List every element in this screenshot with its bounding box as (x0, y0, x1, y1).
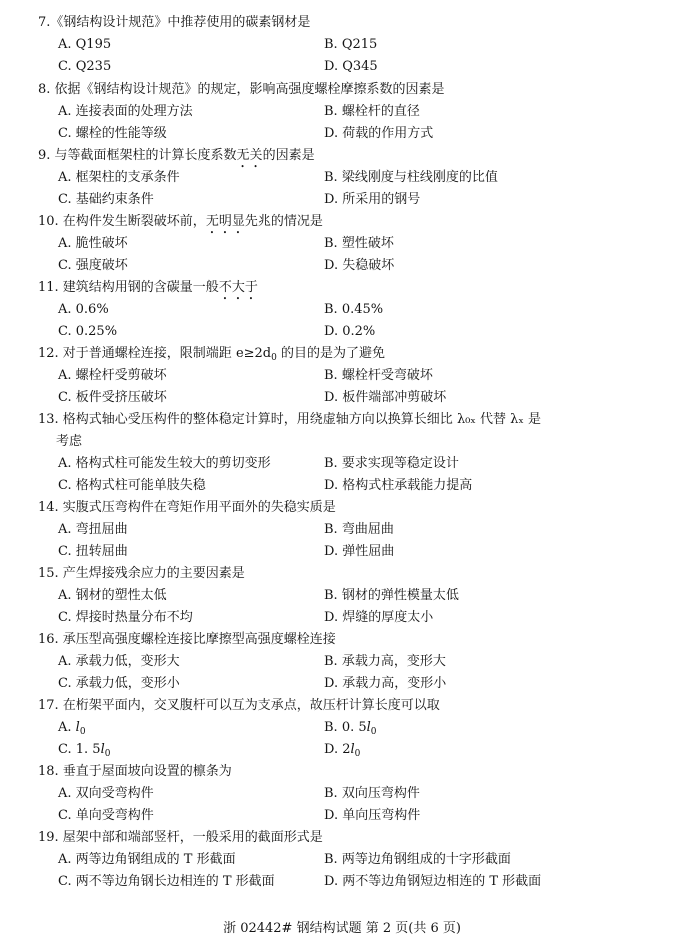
question-stem: 17. 在桁架平面内，交叉腹杆可以互为支承点，故压杆计算长度可以取 (38, 698, 440, 713)
stem-subscript: 0 (271, 353, 277, 363)
variable-subscript: 0 (104, 749, 111, 759)
option-c: C. 板件受挤压破坏 (58, 390, 167, 405)
option-a: A. 格构式柱可能发生较大的剪切变形 (58, 456, 271, 471)
option-b: B. 要求实现等稳定设计 (324, 456, 459, 471)
question-16 (38, 629, 648, 695)
option-d: D. Q345 (324, 59, 378, 74)
question-17 (38, 695, 648, 761)
option-c: C. Q235 (58, 59, 112, 74)
question-stem: 14. 实腹式压弯构件在弯矩作用平面外的失稳实质是 (38, 500, 336, 515)
stem-text: 11. 建筑结构用钢的含碳量一般 (38, 280, 219, 295)
question-stem (38, 277, 648, 299)
option-c: C. 承载力低，变形小 (58, 676, 180, 691)
page-footer: 浙 02442# 钢结构试题 第 2 页(共 6 页) (223, 921, 461, 936)
stem-text: 9. 与等截面框架柱的计算长度系数 (38, 148, 237, 163)
length-variable: l (100, 742, 105, 757)
option-b: B. 弯曲屈曲 (324, 522, 394, 537)
option-a: A. 脆性破坏 (58, 236, 128, 251)
option-a: A. 钢材的塑性太低 (58, 588, 167, 603)
stem-emphasis: 不大于 (218, 280, 258, 295)
question-stem: 15. 产生焊接残余应力的主要因素是 (38, 566, 245, 581)
option-b: B. 螺栓杆受弯破坏 (324, 368, 433, 383)
option-c: C. 两不等边角钢长边相连的 T 形截面 (58, 874, 275, 889)
question-8 (38, 79, 648, 145)
option-c: C. 强度破坏 (58, 258, 128, 273)
question-12 (38, 343, 648, 409)
option-d: D. 弹性屈曲 (324, 544, 395, 559)
option-d: D. 0.2% (324, 324, 376, 339)
question-15 (38, 563, 648, 629)
option-d: D. 格构式柱承载能力提高 (324, 478, 473, 493)
option-c: C. 格构式柱可能单肢失稳 (58, 478, 206, 493)
question-stem: 13. 格构式轴心受压构件的整体稳定计算时，用绕虚轴方向以换算长细比 λ₀ₓ 代替 λₓ 是 (38, 412, 542, 427)
question-14 (38, 497, 648, 563)
option-prefix: B. 0. 5 (324, 720, 367, 735)
option-a: A. Q195 (58, 37, 112, 52)
question-stem: 19. 屋架中部和端部竖杆，一般采用的截面形式是 (38, 830, 323, 845)
option-b: B. 双向压弯构件 (324, 786, 420, 801)
option-a: A. 0.6% (58, 302, 109, 317)
question-stem (38, 145, 648, 167)
question-stem (38, 211, 648, 233)
question-13 (38, 409, 648, 497)
option-d: D. 两不等边角钢短边相连的 T 形截面 (324, 874, 542, 889)
stem-emphasis: 无明显 (205, 214, 245, 229)
stem-text: 12. 对于普通螺栓连接，限制端距 e≥2d (38, 346, 272, 361)
option-a: A. 承载力低，变形大 (58, 654, 180, 669)
question-stem: 8. 依据《钢结构设计规范》的规定，影响高强度螺栓摩擦系数的因素是 (38, 82, 445, 97)
stem-emphasis: 无关 (236, 148, 263, 163)
question-9 (38, 145, 648, 211)
question-11 (38, 277, 648, 343)
stem-text: 先兆的情况是 (244, 214, 323, 229)
option-b: B. 钢材的弹性模量太低 (324, 588, 459, 603)
option-prefix: A. (58, 720, 76, 735)
option-a: A. 弯扭屈曲 (58, 522, 128, 537)
option-c: C. 焊接时热量分布不均 (58, 610, 193, 625)
question-stem: 16. 承压型高强度螺栓连接比摩擦型高强度螺栓连接 (38, 632, 336, 647)
option-d: D. 所采用的钢号 (324, 192, 421, 207)
option-c: C. 单向受弯构件 (58, 808, 154, 823)
length-variable: l (366, 720, 371, 735)
option-b (324, 717, 377, 739)
option-d (324, 739, 360, 761)
option-d: D. 单向压弯构件 (324, 808, 421, 823)
stem-text: 的目的是为了避免 (276, 346, 385, 361)
variable-subscript: 0 (370, 727, 377, 737)
option-d: D. 焊缝的厚度太小 (324, 610, 434, 625)
option-c: C. 扭转屈曲 (58, 544, 128, 559)
question-7 (38, 12, 648, 78)
question-10 (38, 211, 648, 277)
option-b: B. 螺栓杆的直径 (324, 104, 420, 119)
length-variable: l (350, 742, 355, 757)
option-a: A. 框架柱的支承条件 (58, 170, 180, 185)
option-d: D. 失稳破坏 (324, 258, 395, 273)
option-a: A. 连接表面的处理方法 (58, 104, 193, 119)
option-b: B. 塑性破坏 (324, 236, 394, 251)
option-a: A. 双向受弯构件 (58, 786, 154, 801)
option-d: D. 板件端部冲剪破坏 (324, 390, 447, 405)
option-a: A. 螺栓杆受剪破坏 (58, 368, 167, 383)
option-d: D. 荷载的作用方式 (324, 126, 434, 141)
option-b: B. Q215 (324, 37, 378, 52)
option-prefix: D. 2 (324, 742, 351, 757)
variable-subscript: 0 (354, 749, 361, 759)
option-c: C. 螺栓的性能等级 (58, 126, 167, 141)
option-b: B. 两等边角钢组成的十字形截面 (324, 852, 511, 867)
question-stem-continuation: 考虑 (56, 434, 83, 449)
option-c (58, 739, 110, 761)
option-prefix: C. 1. 5 (58, 742, 101, 757)
question-19 (38, 827, 648, 893)
option-b: B. 0.45% (324, 302, 384, 317)
option-a (58, 717, 86, 739)
question-stem: 7.《钢结构设计规范》中推荐使用的碳素钢材是 (38, 15, 311, 30)
option-a: A. 两等边角钢组成的 T 形截面 (58, 852, 236, 867)
question-stem (38, 343, 648, 365)
stem-text: 10. 在构件发生断裂破坏前， (38, 214, 206, 229)
option-c: C. 基础约束条件 (58, 192, 154, 207)
option-d: D. 承载力高，变形小 (324, 676, 447, 691)
option-c: C. 0.25% (58, 324, 118, 339)
length-variable: l (75, 720, 80, 735)
option-b: B. 梁线刚度与柱线刚度的比值 (324, 170, 498, 185)
question-stem: 18. 垂直于屋面坡向设置的檩条为 (38, 764, 232, 779)
option-b: B. 承载力高，变形大 (324, 654, 446, 669)
question-18 (38, 761, 648, 827)
stem-text: 的因素是 (262, 148, 315, 163)
variable-subscript: 0 (79, 727, 86, 737)
